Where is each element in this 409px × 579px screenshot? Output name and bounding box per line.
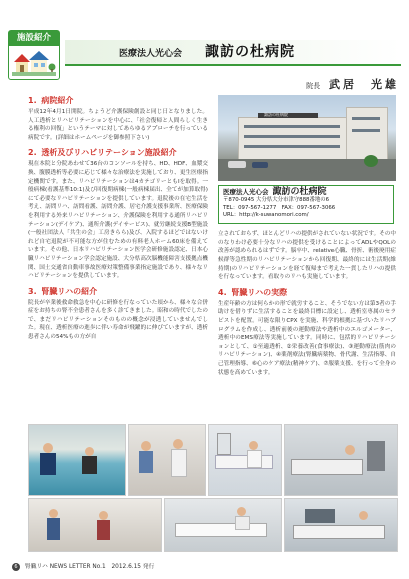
gym-rehab-photo — [28, 498, 162, 552]
section-facilities — [28, 147, 208, 280]
building-sign: 諏訪の杜病院 — [264, 112, 288, 117]
section-title: 腎臓リハの実際 — [231, 287, 288, 297]
section-renal-rehab-intro — [28, 286, 208, 342]
section-renal-rehab-practice — [218, 287, 396, 377]
section-paragraph: 現在本院と分院あわせて36台のコンソールを持ち、HD、HDF、血漿交換、腹膜透析等必要に応じて様々な治療法を実施しており、更生医療指定機関です。また、リハビリテーションは4カテゴリーともⅠを取得。一般病棟(看護基準10:1)及び回復期病棟(一般病棟届出、全てが加算取得)にて必要なリハビリテーションを提供しています。退院後の在宅生活を考え、訪問リハ、訪問看護、訪問介護、居宅介護支援事業所、医療保険を利用する外来リハビリテーション、介護保険を利用する通所リハビリテーション(デイケア)、通所介護(デイサービス)、就労継続支援B型施設(一般社団法人「共生の会」工房きらら)及び、入院するほどではないけれど自宅退院が不可能な方が住むための有料老人ホーム60床を備えています。その他、日本リハビリテーション医学会研修施設認定、日本心臓リハビリテーション学会認定施設、大分県高次脳機能障害支援拠点機関、国土交通省自動車事故医療対策整備事業指定施設であり、様々なリハビリテーションを提供しています。 — [28, 161, 208, 280]
section-number: 3. — [28, 286, 37, 296]
page-number: 6 — [12, 563, 20, 571]
contact-address: 〒870-0945 大分県大分市津守888番地の6 — [223, 196, 330, 203]
contact-org: 医療法人光心会 — [223, 188, 269, 196]
page-footer — [12, 561, 154, 571]
section-title: 病院紹介 — [41, 96, 74, 105]
header — [0, 0, 409, 96]
section-title: 透析及びリハビリテーション施設紹介 — [41, 148, 177, 158]
contact-hospital-name: 諏訪の杜病院 — [272, 187, 327, 197]
bedside-exercise-photo — [164, 498, 282, 552]
section-title: 腎臓リハの紹介 — [41, 286, 98, 296]
section-number: 2. — [28, 148, 37, 158]
continued-paragraph: 立されておらず、ほとんどリハの提供がされていない状況です。その中のなりわけ必要十分なリハの提供を受けることによってADLやQOLの改善が認められるはずです。脳卒中、relative心臓、骨折、術後廃用症候群等急性期のリハビリテーションから回復期、最終的には生活期(維持期)のリハビリテーションを経て復帰まで考えた一貫したリハの提供を行なっています。看取りのリハも実施しています。 — [218, 231, 396, 281]
director-line — [306, 76, 399, 92]
director-name: 武居 光雄 — [329, 78, 399, 91]
section-paragraph: 平成12年4月1日開院。ちょうど介護保険創設と同じ日となりました。人工透析とリハビリテーションを中心に、「社会復帰と人間らしく生きる権利の回復」というテーマに対してあらゆるアプローチを行っている病院です。(詳細はホームページを御参照下さい) — [28, 109, 208, 141]
section-paragraph: 生産年齢の方は何らかの形で就労すること、そうでない方は第3者の手助けを借りずに生活することを最終目標に設定し、透析室専属のセラピストを配置。可能な限りCPX を実施、科学的根拠に基づいたリハプログラムを作成し、透析前後の運動療法や透析中のエルゴメーター、透析中のEMS療法等実施しています。同時に、包括的リハビリテーションとして、①至適透析、②栄養改善(食事療法)、③運動療法(筋肉のリハビリテーション)、④薬剤療法(腎臓病薬物、骨代謝、生活指導、自己管理指導、⑥心のケア療法(精神ケア)、⑦服薬支援、を行って全身の状態を高めています。 — [218, 300, 396, 376]
rehab-photo-collage — [28, 424, 396, 550]
facility-intro-badge — [8, 30, 60, 80]
dialysis-ward-photo — [208, 424, 282, 496]
section-paragraph: 院長が卒業後救命救急を中心に研修を行なっていた頃から、様々な合併症をお持ちの腎不全患者さんを多く診てきました。昭和の時代でしたので、まだリハビリテーションそのものの概念が浸透していませんでした。現在、透析医療の進歩に伴い寿命が飛躍的に伸びていますが、透析患者さんの54%もの方が自 — [28, 299, 208, 341]
title-band — [65, 38, 401, 66]
hospital-name: 諏訪の杜病院 — [205, 44, 295, 60]
contact-url[interactable]: URL：http://k-suwanomori.com/ — [223, 212, 309, 219]
ergometer-photo — [284, 424, 398, 496]
footer-text: 腎臓リハ NEWS LETTER No.1 2012.6.15 発行 — [24, 564, 155, 570]
chair-exercise-photo — [128, 424, 206, 496]
section-number: 1. — [28, 96, 37, 105]
left-column — [28, 95, 208, 347]
right-column — [218, 95, 396, 382]
dialysis-ems-photo — [284, 498, 398, 552]
pool-rehab-photo — [28, 424, 126, 496]
section-number: 4. — [218, 287, 227, 297]
director-role: 院長 — [306, 82, 321, 90]
hospital-contact-box — [218, 185, 394, 224]
org-name: 医療法人光心会 — [119, 49, 183, 59]
houses-icon — [12, 48, 56, 76]
section-hospital-intro — [28, 95, 208, 142]
hospital-building-photo — [218, 95, 396, 181]
contact-tel-fax: TEL：097-567-1277 FAX：097-567-3066 — [223, 204, 336, 211]
badge-label: 施設紹介 — [9, 31, 59, 46]
